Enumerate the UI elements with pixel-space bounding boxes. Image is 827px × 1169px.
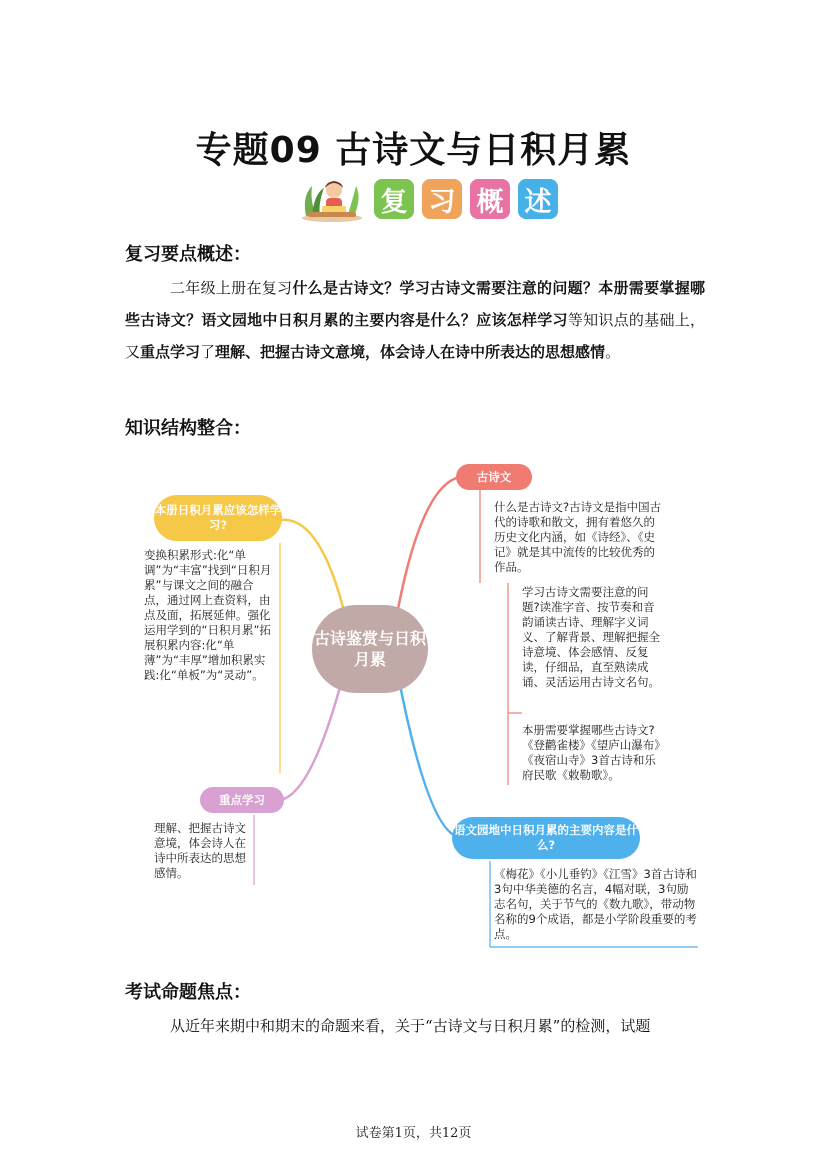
para-text: 了 bbox=[200, 343, 216, 361]
section-heading-exam-focus: 考试命题焦点： bbox=[125, 982, 251, 1003]
section-heading-review-points: 复习要点概述： bbox=[125, 244, 251, 265]
para-text: 。 bbox=[605, 343, 621, 361]
reading-girl-illustration bbox=[298, 176, 366, 222]
node-gushiwen-required-poems: 本册需要掌握哪些古诗文?《登鹳雀楼》《望庐山瀑布》《夜宿山寺》3首古诗和乐府民歌《敕勒歌》。 bbox=[522, 723, 660, 782]
section-heading-knowledge-structure: 知识结构整合： bbox=[125, 418, 251, 439]
page-title: 专题09 古诗文与日积月累 bbox=[195, 130, 632, 171]
node-rijiyuelei-text: 《梅花》《小儿垂钓》《江雪》3首古诗和3句中华美德的名言，4幅对联，3句励志名句，关于节气的《数九歌》，带动物名称的9个成语，都是小学阶段重要的考点。 bbox=[494, 867, 697, 941]
node-gushiwen-study-tips: 学习古诗文需要注意的问题?读准字音、按节奏和音韵诵读古诗、理解字义词义、了解背景、理解把握全诗意境、体会感情、反复读，仔细品，直至熟读成诵、灵活运用古诗文名句。 bbox=[522, 585, 660, 689]
page-footer: 试卷第1页，共12页 bbox=[355, 1126, 472, 1141]
banner-tile-fu: 复 bbox=[374, 179, 414, 219]
node-gushiwen-definition: 什么是古诗文?古诗文是指中国古代的诗歌和散文，拥有着悠久的历史文化内涵，如《诗经》、《史记》就是其中流传的比较优秀的作品。 bbox=[494, 500, 662, 574]
node-focus-text: 理解、把握古诗文意境，体会诗人在诗中所表达的思想感情。 bbox=[154, 821, 246, 880]
banner-tile-xi: 习 bbox=[422, 179, 462, 219]
mind-map-center-node: 古诗鉴赏与日积月累 bbox=[312, 605, 428, 693]
node-gushiwen: 古诗文 bbox=[456, 464, 532, 490]
para-bold: 理解、把握古诗文意境，体会诗人在诗中所表达的思想感情 bbox=[215, 343, 606, 361]
para-bold: 重点学习 bbox=[140, 343, 201, 361]
node-focus: 重点学习 bbox=[200, 787, 284, 813]
exam-focus-paragraph: 从近年来期中和期末的命题来看，关于“古诗文与日积月累”的检测，试题 bbox=[170, 1017, 651, 1035]
para-bold: 什么是古诗文？学习古诗文需要注意的问题？本册需要掌握哪些古诗文？语文园地中日积月累的主要内容是什么？应该怎样学习 bbox=[125, 279, 705, 329]
banner-tile-gai: 概 bbox=[470, 179, 510, 219]
para-text: 二年级上册在复习 bbox=[170, 279, 293, 297]
mind-map bbox=[130, 455, 730, 955]
review-overview-banner bbox=[298, 176, 558, 222]
review-points-paragraph bbox=[125, 272, 705, 368]
para-text: 等知识点的基础上，又 bbox=[125, 311, 705, 361]
banner-tile-shu: 述 bbox=[518, 179, 558, 219]
node-rijiyuelei: 语文园地中日积月累的主要内容是什么? bbox=[452, 817, 640, 859]
node-how-to-study: 本册日积月累应该怎样学习? bbox=[154, 495, 282, 541]
node-how-to-study-text: 变换积累形式:化“单调”为“丰富”找到“日积月累”与课文之间的融合点，通过网上查资料，由点及面，拓展延伸。强化运用学到的“日积月累”拓展积累内容:化“单薄”为“丰厚”增加积累实践:化“单板”为“灵动”。 bbox=[144, 548, 272, 682]
